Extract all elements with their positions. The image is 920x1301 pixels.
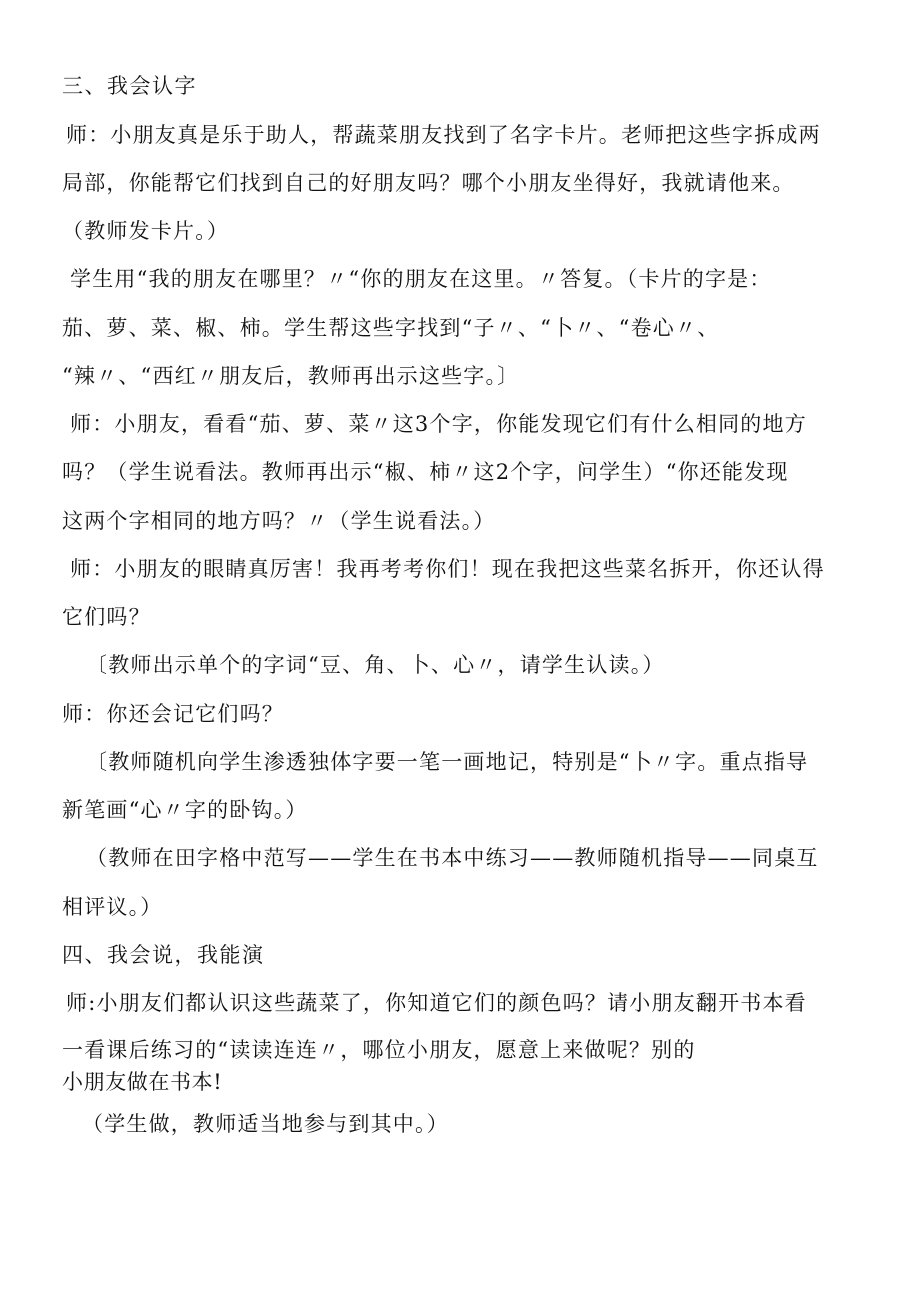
paragraph-line: 小朋友做在书本! — [62, 1070, 223, 1094]
paragraph-line: （学生做，教师适当地参与到其中。） — [82, 1112, 449, 1136]
paragraph-line: 茄、萝、菜、椒、柿。学生帮这些字找到“子〃、“卜〃、“卷心〃、 — [62, 316, 720, 340]
paragraph-line: 师：小朋友，看看“茄、萝、菜〃这3个字，你能发现它们有什么相同的地方 — [70, 412, 807, 436]
paragraph-line: 师：小朋友真是乐于助人，帮蔬菜朋友找到了名字卡片。老师把这些字拆成两 — [66, 123, 821, 147]
paragraph-line: 学生用“我的朋友在哪里？〃“你的朋友在这里。〃答复。（卡片的字是： — [70, 267, 772, 291]
paragraph-line: （教师在田字格中范写——学生在书本中练习——教师随机指导——同桌互 — [86, 846, 819, 870]
paragraph-line: 师：你还会记它们吗？ — [62, 702, 284, 726]
section-heading-speak-and-act: 四、我会说，我能演 — [62, 943, 265, 967]
paragraph-line: “辣〃、“西红〃朋友后，教师再出示这些字。〕 — [62, 364, 520, 388]
paragraph-line: 师:小朋友们都认识这些蔬菜了，你知道它们的颜色吗？请小朋友翻开书本看 — [66, 991, 807, 1015]
paragraph-line: 它们吗？ — [62, 605, 151, 629]
paragraph-line: 一看课后练习的“读读连连〃，哪位小朋友，愿意上来做呢？别的 — [62, 1038, 696, 1062]
paragraph-line: 新笔画“心〃字的卧钩。） — [62, 798, 308, 822]
paragraph-line: 〔教师出示单个的字词“豆、角、卜、心〃，请学生认读。） — [86, 653, 665, 677]
paragraph-line: 这两个字相同的地方吗？〃（学生说看法。） — [62, 509, 496, 533]
paragraph-line: 〔教师随机向学生渗透独体字要一笔一画地记，特别是“卜〃字。重点指导 — [86, 750, 809, 774]
paragraph-line: 师：小朋友的眼睛真厉害！我再考考你们！现在我把这些菜名拆开，你还认得 — [70, 557, 825, 581]
paragraph-line: 局部，你能帮它们找到自己的好朋友吗？哪个小朋友坐得好，我就请他来。 — [62, 171, 795, 195]
paragraph-line: （教师发卡片。） — [62, 219, 230, 243]
section-heading-recognize-characters: 三、我会认字 — [62, 74, 197, 98]
paragraph-line: 吗？（学生说看法。教师再出示“椒、柿〃这2个字，问学生）“你还能发现 — [62, 460, 789, 484]
paragraph-line: 相评议。） — [62, 895, 163, 919]
